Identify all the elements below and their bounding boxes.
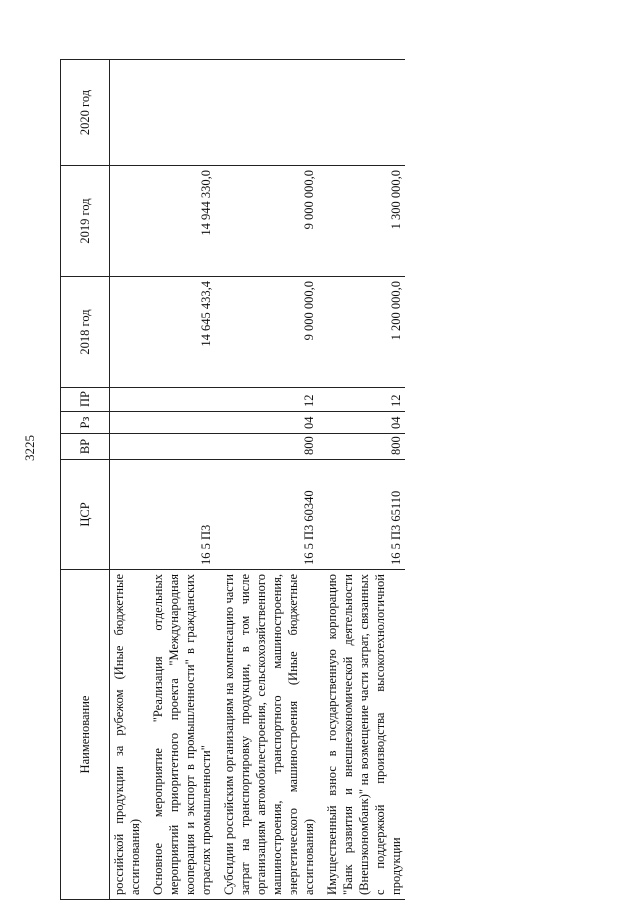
row-pr: 12 xyxy=(318,388,405,412)
row-csr xyxy=(110,460,145,570)
header-csr: ЦСР xyxy=(61,460,110,570)
table-row xyxy=(215,60,318,900)
rotated-page xyxy=(60,60,580,900)
row-2018: 14 645 433,4 xyxy=(144,277,215,388)
row-2018: 1 200 000,0 xyxy=(318,277,405,388)
row-2019: 9 000 000,0 xyxy=(215,166,318,277)
header-rz: Рз xyxy=(61,412,110,434)
header-2020: 2020 год xyxy=(61,60,110,166)
row-2019: 1 300 000,0 xyxy=(318,166,405,277)
header-name: Наименование xyxy=(61,570,110,900)
page-number: 3225 xyxy=(22,435,37,461)
row-vr xyxy=(110,434,145,460)
header-pr: ПР xyxy=(61,388,110,412)
page-number-box xyxy=(20,428,40,468)
row-rz xyxy=(144,412,215,434)
row-pr xyxy=(110,388,145,412)
row-2020 xyxy=(318,60,405,166)
row-rz: 04 xyxy=(215,412,318,434)
row-2019: 14 944 330,0 xyxy=(144,166,215,277)
header-2018: 2018 год xyxy=(61,277,110,388)
row-vr: 800 xyxy=(318,434,405,460)
row-2018 xyxy=(110,277,145,388)
row-2020 xyxy=(144,60,215,166)
table-row xyxy=(110,60,145,900)
row-name: Субсидии российским организациям на компенсацию части затрат на транспортировку продукции, в том числе организациям автомобилестроения, сельскохозяйственного машиностроения, транспортного машиностроения, энергетического машиностроения (Иные бюджетные ассигнования) xyxy=(215,570,318,900)
row-2020 xyxy=(215,60,318,166)
table-row xyxy=(318,60,405,900)
row-name: российской продукции за рубежом (Иные бюджетные ассигнования) xyxy=(110,570,145,900)
row-2018: 9 000 000,0 xyxy=(215,277,318,388)
row-vr: 800 xyxy=(215,434,318,460)
header-vr: ВР xyxy=(61,434,110,460)
row-2020 xyxy=(110,60,145,166)
budget-table xyxy=(60,59,405,900)
row-pr: 12 xyxy=(215,388,318,412)
table-row xyxy=(144,60,215,900)
row-csr: 16 5 П3 65110 xyxy=(318,460,405,570)
row-rz xyxy=(110,412,145,434)
row-2019 xyxy=(110,166,145,277)
row-rz: 04 xyxy=(318,412,405,434)
row-csr: 16 5 П3 60340 xyxy=(215,460,318,570)
row-name: Имущественный взнос в государственную корпорацию "Банк развития и внешнеэкономической деятельности (Внешэкономбанк)" на возмещение части затрат, связанных с поддержкой производства высокотехнологичной продукции xyxy=(318,570,405,900)
row-name: Основное мероприятие "Реализация отдельных мероприятий приоритетного проекта "Международная кооперация и экспорт в промышленности" в гражданских отраслях промышленности" xyxy=(144,570,215,900)
row-vr xyxy=(144,434,215,460)
row-pr xyxy=(144,388,215,412)
table-header-row xyxy=(61,60,110,900)
header-2019: 2019 год xyxy=(61,166,110,277)
row-csr: 16 5 П3 xyxy=(144,460,215,570)
